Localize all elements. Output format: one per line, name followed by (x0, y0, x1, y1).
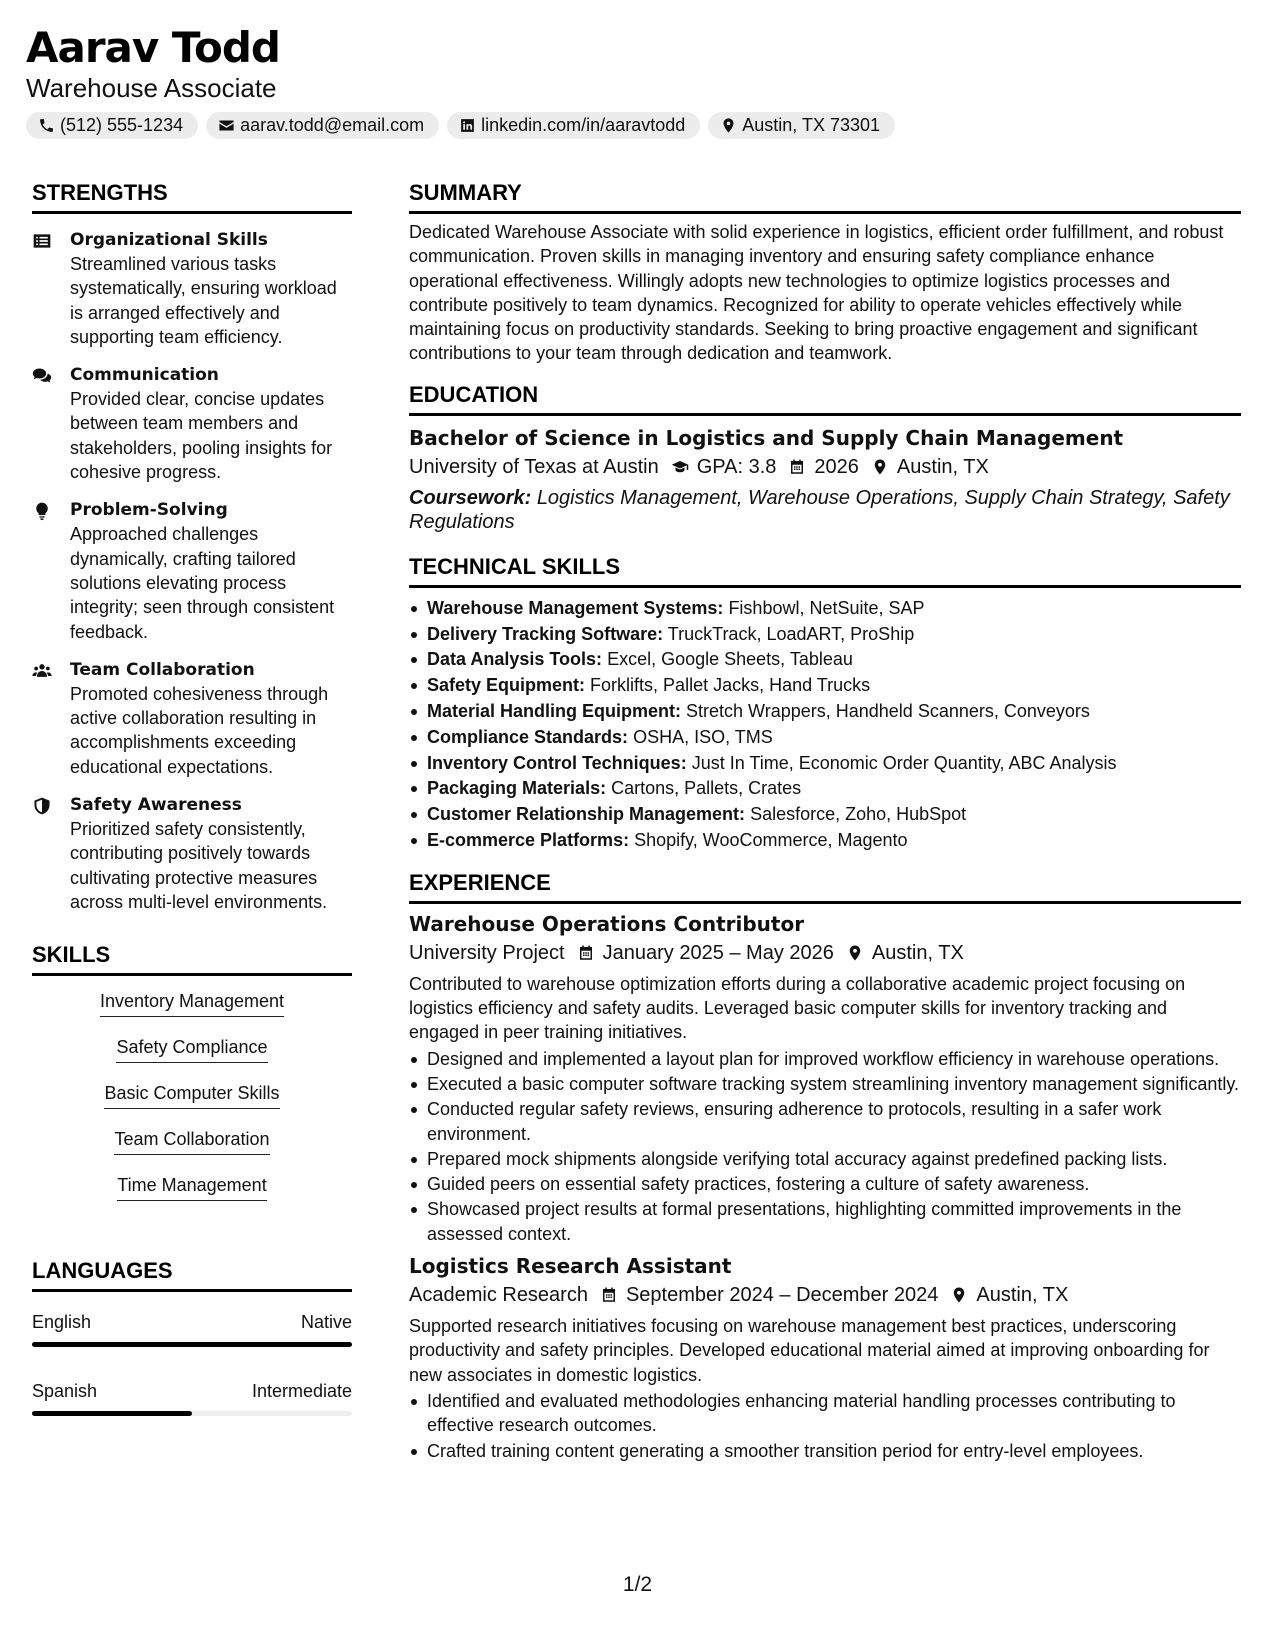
strength-desc: Approached challenges dynamically, crafting tailored solutions elevating process integrity; seen through consistent feedback. (70, 524, 335, 642)
job-location: Austin, TX (871, 941, 964, 964)
summary-section (409, 178, 1241, 366)
job-bullet: Showcased project results at formal presentations, highlighting committed improvements in the assessed context. (409, 1197, 1241, 1246)
languages-heading: LANGUAGES (32, 1256, 352, 1292)
skill-item: Team Collaboration (114, 1126, 269, 1155)
strength-title: Communication (70, 365, 219, 386)
job-bullet: Identified and evaluated methodologies enhancing material handling processes contributing to effective research outcomes. (409, 1389, 1241, 1438)
skill-item: Time Management (117, 1172, 266, 1201)
map-pin-icon (720, 117, 737, 134)
job-bullet: Conducted regular safety reviews, ensuring adherence to protocols, resulting in a safer work environment. (409, 1097, 1241, 1146)
summary-text: Dedicated Warehouse Associate with solid experience in logistics, efficient order fulfillment, and robust communication. Proven skills in managing inventory and ensuring safety compliance enhance operational effectiveness. Willingly adopts new technologies to optimize logistics processes and contribute positively to team dynamics. Recognized for ability to operate vehicles effectively while maintaining focus on productivity standards. Seeking to bring proactive engagement and significant contributions to your team through dedication and teamwork. (409, 222, 1224, 364)
skill-item: Basic Computer Skills (104, 1080, 279, 1109)
tech-skill-item: Material Handling Equipment: Stretch Wrappers, Handheld Scanners, Conveyors (409, 699, 1241, 725)
strength-title: Organizational Skills (70, 230, 268, 250)
job-title: Logistics Research Assistant (409, 1254, 732, 1279)
language-bar (32, 1411, 352, 1416)
job-bullet: Prepared mock shipments alongside verifying total accuracy against predefined packing lists. (409, 1147, 1241, 1171)
education-location: Austin, TX (896, 455, 989, 478)
graduation-year: 2026 (814, 455, 859, 478)
contact-location (708, 112, 895, 139)
calendar-icon (788, 458, 806, 476)
language-name: English (32, 1312, 92, 1333)
degree-title: Bachelor of Science in Logistics and Supply Chain Management (409, 425, 1124, 450)
strengths-heading: STRENGTHS (32, 178, 352, 214)
location-text: Austin, TX 73301 (742, 115, 881, 135)
job-org: University Project (409, 941, 565, 964)
strength-item (32, 363, 352, 484)
shield-icon (32, 796, 52, 816)
summary-heading: SUMMARY (409, 178, 1241, 214)
tech-skill-item: Customer Relationship Management: Salesforce, Zoho, HubSpot (409, 802, 1241, 828)
right-column (409, 178, 1241, 1464)
tech-skill-item: Inventory Control Techniques: Just In Time, Economic Order Quantity, ABC Analysis (409, 751, 1241, 777)
tech-skill-item: Data Analysis Tools: Excel, Google Sheets, Tableau (409, 647, 1241, 673)
job-dates: January 2025 – May 2026 (602, 941, 834, 964)
graduation-cap-icon (671, 458, 689, 476)
strength-item (32, 228, 352, 349)
tech-skill-item: Delivery Tracking Software: TruckTrack, LoadART, ProShip (409, 622, 1241, 648)
strength-title: Team Collaboration (70, 659, 255, 680)
job-meta (409, 938, 1241, 968)
job-org: Academic Research (409, 1284, 588, 1307)
language-item (32, 1379, 352, 1416)
experience-section (409, 868, 1241, 1463)
calendar-icon (577, 944, 595, 962)
envelope-icon (218, 117, 235, 134)
job-title: Warehouse Operations Contributor (409, 911, 805, 936)
language-bar (32, 1342, 352, 1347)
job-entry (409, 1252, 1241, 1463)
job-description: Supported research initiatives focusing on warehouse management best practices, underscoring productivity and safety principles. Developed educational material aimed at improving onboarding for new associates in domestic logistics. (409, 1316, 1210, 1385)
map-pin-icon (846, 944, 864, 962)
skill-item: Inventory Management (100, 988, 284, 1017)
job-bullet: Designed and implemented a layout plan for improved workflow efficiency in warehouse operations. (409, 1047, 1241, 1071)
skills-list (32, 988, 352, 1218)
comments-icon (32, 366, 52, 386)
language-level: Intermediate (251, 1381, 352, 1402)
users-icon (32, 661, 52, 681)
education-heading: EDUCATION (409, 380, 1241, 416)
email-text: aarav.todd@email.com (240, 115, 425, 135)
skill-item: Safety Compliance (116, 1034, 267, 1063)
technical-skills-list (409, 596, 1241, 854)
contact-linkedin[interactable] (447, 112, 700, 139)
job-location: Austin, TX (976, 1284, 1069, 1307)
strength-item (32, 498, 352, 643)
job-description: Contributed to warehouse optimization efforts during a collaborative academic project focusing on logistics efficiency and safety audits. Leveraged basic computer skills for inventory tracking and engaged in peer training initiatives. (409, 973, 1186, 1043)
job-bullet: Executed a basic computer software tracking system streamlining inventory management significantly. (409, 1072, 1241, 1096)
languages-section (32, 1256, 352, 1416)
linkedin-text: linkedin.com/in/aaravtodd (481, 115, 686, 135)
education-meta (409, 452, 1241, 482)
tech-skill-item: Packaging Materials: Cartons, Pallets, Crates (409, 776, 1241, 802)
contact-bar (26, 112, 1246, 139)
technical-skills-section (409, 552, 1241, 854)
language-bar-fill (32, 1411, 192, 1416)
strength-desc: Prioritized safety consistently, contributing positively towards cultivating protective measures across multi-level environments. (70, 819, 328, 912)
calendar-icon (600, 1286, 618, 1304)
skills-heading: SKILLS (32, 940, 352, 976)
language-level: Native (300, 1312, 352, 1333)
contact-email[interactable] (206, 112, 439, 139)
strength-title: Safety Awareness (70, 795, 242, 816)
strength-desc: Streamlined various tasks systematically, ensuring workload is arranged effectively and supporting team efficiency. (70, 254, 337, 347)
contact-phone[interactable] (26, 112, 198, 139)
phone-text: (512) 555-1234 (60, 115, 184, 135)
coursework (409, 486, 1241, 534)
education-section (409, 380, 1241, 534)
language-item (32, 1310, 352, 1347)
left-column (32, 178, 352, 1416)
technical-skills-heading: TECHNICAL SKILLS (409, 552, 1241, 588)
tech-skill-item: E-commerce Platforms: Shopify, WooCommerce, Magento (409, 828, 1241, 854)
strength-title: Problem-Solving (70, 500, 228, 521)
job-dates: September 2024 – December 2024 (625, 1284, 939, 1307)
map-pin-icon (871, 458, 889, 476)
strength-item (32, 658, 352, 779)
school-name: University of Texas at Austin (409, 455, 659, 478)
job-entry (409, 910, 1241, 1246)
language-name: Spanish (32, 1381, 98, 1402)
candidate-name: Aarav Todd (26, 23, 280, 72)
skills-section (32, 940, 352, 1218)
list-alt-icon (32, 231, 52, 251)
job-meta (409, 1280, 1241, 1310)
language-bar-fill (32, 1342, 352, 1347)
job-bullet: Guided peers on essential safety practices, fostering a culture of safety awareness. (409, 1172, 1241, 1196)
coursework-label: Coursework: (409, 486, 532, 509)
strength-desc: Promoted cohesiveness through active collaboration resulting in accomplishments exceeding educational expectations. (70, 683, 329, 777)
gpa-text: GPA: 3.8 (696, 455, 777, 478)
job-bullets (409, 1047, 1241, 1246)
phone-icon (38, 117, 55, 134)
page-number: 1/2 (622, 1573, 653, 1596)
strength-desc: Provided clear, concise updates between team members and stakeholders, pooling insights for cohesive progress. (70, 389, 333, 483)
linkedin-icon (459, 117, 476, 134)
tech-skill-item: Warehouse Management Systems: Fishbowl, NetSuite, SAP (409, 596, 1241, 622)
coursework-text: Logistics Management, Warehouse Operations, Supply Chain Strategy, Safety Regulations (409, 486, 1230, 533)
resume-header (26, 22, 1246, 139)
lightbulb-icon (32, 501, 52, 521)
map-pin-icon (950, 1286, 968, 1304)
candidate-role: Warehouse Associate (26, 73, 277, 103)
tech-skill-item: Compliance Standards: OSHA, ISO, TMS (409, 725, 1241, 751)
strength-item (32, 793, 352, 914)
tech-skill-item: Safety Equipment: Forklifts, Pallet Jacks, Hand Trucks (409, 673, 1241, 699)
experience-heading: EXPERIENCE (409, 868, 1241, 904)
job-bullet: Crafted training content generating a smoother transition period for entry-level employees. (409, 1439, 1241, 1463)
job-bullets (409, 1389, 1241, 1463)
